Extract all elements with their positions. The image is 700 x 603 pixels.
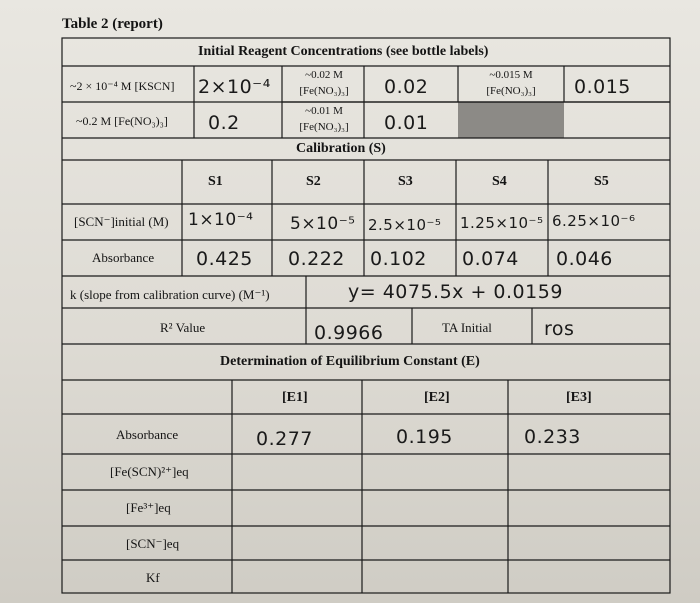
equilibrium-col-e1: [E1]: [282, 390, 308, 405]
eq-absorbance-e1: 0.277: [256, 428, 313, 450]
absorbance-s5: 0.046: [556, 248, 613, 270]
equilibrium-col-e2: [E2]: [424, 390, 450, 405]
ta-initial-label: TA Initial: [442, 320, 492, 335]
scn-value-s2: 5×10⁻⁵: [290, 214, 356, 234]
r2-label: R² Value: [160, 320, 206, 335]
ta-initial-value: ros: [544, 318, 575, 340]
k-slope-equation: y= 4075.5x + 0.0159: [348, 281, 563, 303]
r2-value: 0.9966: [314, 322, 384, 344]
scn-value-s5: 6.25×10⁻⁶: [552, 212, 636, 230]
c3-value: 0.01: [384, 112, 429, 134]
calibration-col-s4: S4: [492, 174, 507, 189]
c2-label-top: ~0.015 M: [489, 69, 533, 81]
eq-row-fe-label: [Fe³⁺]eq: [126, 500, 171, 515]
absorbance-s4: 0.074: [462, 248, 519, 270]
equilibrium-col-e3: [E3]: [566, 390, 592, 405]
absorbance-s1: 0.425: [196, 248, 253, 270]
c1-label-top: ~0.02 M: [305, 69, 343, 81]
calibration-col-s5: S5: [594, 174, 609, 189]
shaded-empty-cell: [458, 102, 564, 138]
equilibrium-header: Determination of Equilibrium Constant (E): [220, 354, 480, 369]
absorbance-s2: 0.222: [288, 248, 345, 270]
absorbance-s3: 0.102: [370, 248, 427, 270]
c3-label-top: ~0.01 M: [305, 105, 343, 117]
kscn-label: ~2 × 10⁻⁴ M [KSCN]: [70, 79, 175, 93]
calibration-col-s1: S1: [208, 174, 223, 189]
eq-row-absorbance-label: Absorbance: [116, 427, 179, 442]
c2-label-bottom: [Fe(NO₃)₃]: [486, 85, 536, 97]
scn-value-s1: 1×10⁻⁴: [188, 210, 254, 230]
eq-row-fescn-label: [Fe(SCN)²⁺]eq: [110, 464, 189, 479]
fe-value: 0.2: [208, 112, 240, 134]
eq-absorbance-e2: 0.195: [396, 426, 453, 448]
kscn-value: 2×10⁻⁴: [198, 76, 271, 98]
scn-value-s4: 1.25×10⁻⁵: [460, 214, 544, 232]
k-slope-label: k (slope from calibration curve) (M⁻¹): [70, 287, 270, 302]
calibration-col-s3: S3: [398, 174, 413, 189]
eq-row-kf-label: Kf: [146, 570, 160, 585]
absorbance-label: Absorbance: [92, 250, 155, 265]
scn-value-s3: 2.5×10⁻⁵: [368, 216, 442, 234]
initial-conc-header: Initial Reagent Concentrations (see bottle labels): [198, 44, 489, 59]
eq-absorbance-e3: 0.233: [524, 426, 581, 448]
calibration-col-s2: S2: [306, 174, 321, 189]
scn-initial-label: [SCN⁻]initial (M): [74, 214, 169, 229]
c2-value: 0.015: [574, 76, 631, 98]
c3-label-bottom: [Fe(NO₃)₃]: [299, 121, 349, 133]
c1-label-bottom: [Fe(NO₃)₃]: [299, 85, 349, 97]
table-title: Table 2 (report): [62, 16, 163, 32]
eq-row-scn-label: [SCN⁻]eq: [126, 536, 180, 551]
calibration-header: Calibration (S): [296, 141, 386, 156]
c1-value: 0.02: [384, 76, 429, 98]
fe-label: ~0.2 M [Fe(NO₃)₃]: [76, 114, 168, 128]
